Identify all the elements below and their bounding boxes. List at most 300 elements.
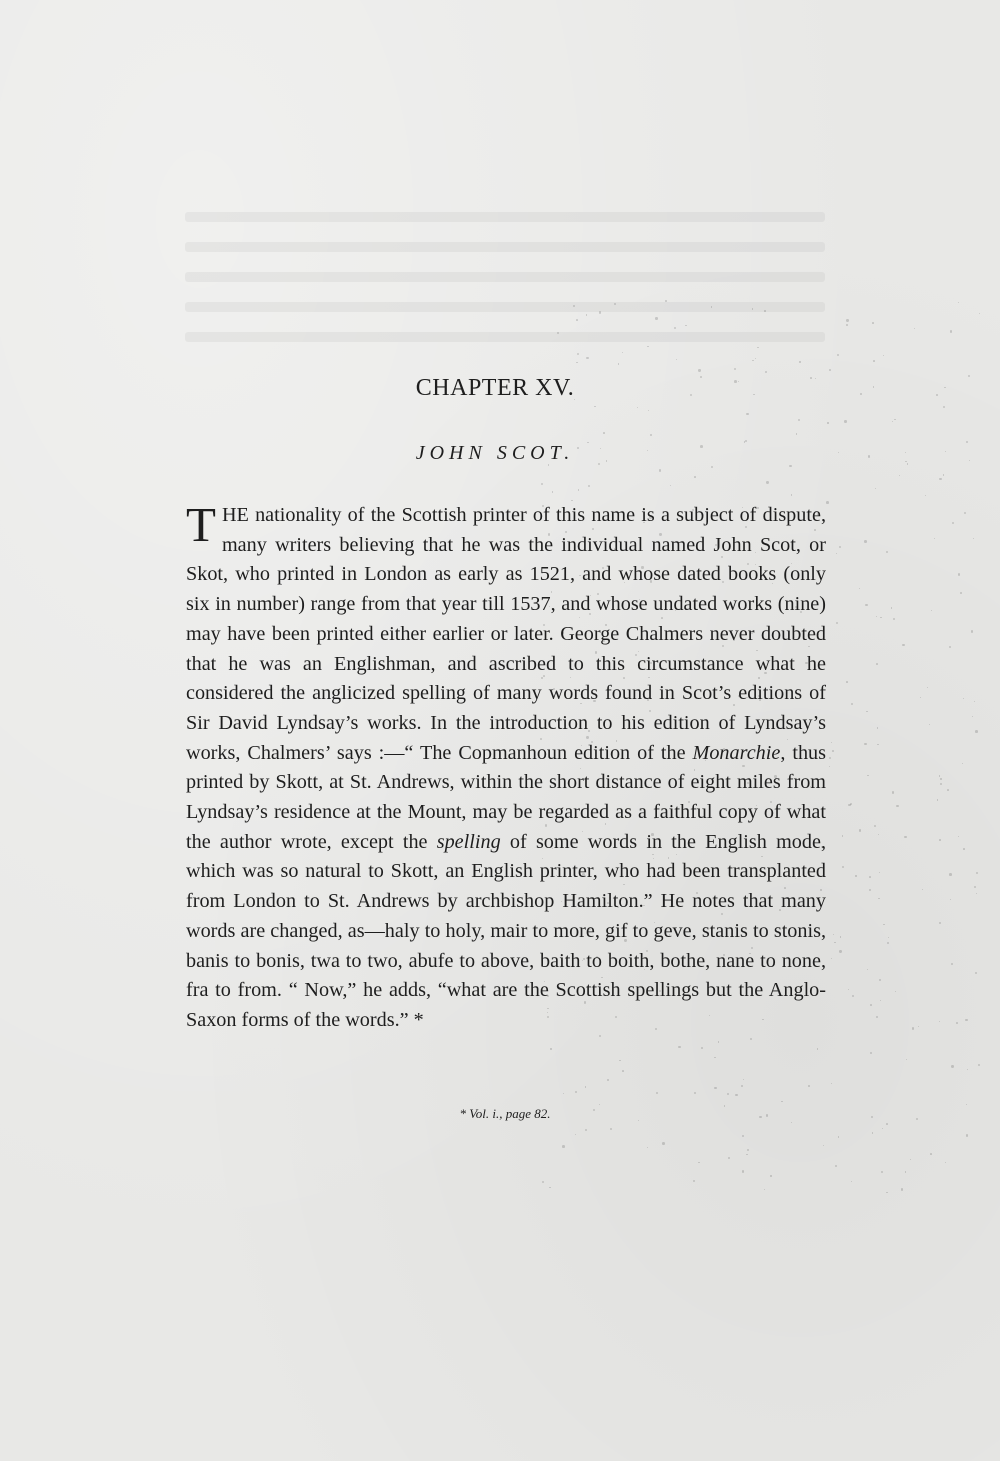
paper-speck	[647, 346, 649, 348]
paper-speck	[692, 509, 694, 511]
paper-speck	[653, 858, 654, 859]
paper-speck	[647, 1147, 648, 1148]
paper-speck	[976, 872, 978, 874]
paper-speck	[700, 376, 702, 378]
paper-speck	[834, 942, 836, 944]
section-title: JOHN SCOT.	[415, 442, 575, 464]
paper-speck	[547, 995, 549, 997]
paper-speck	[676, 359, 677, 360]
paper-speck	[599, 1104, 600, 1105]
paper-speck	[936, 394, 938, 396]
paper-speck	[939, 922, 941, 924]
show-through-line	[185, 332, 825, 342]
paper-speck	[738, 695, 739, 696]
italic-text-run: spelling	[436, 830, 501, 853]
paper-speck	[593, 700, 596, 703]
paper-speck	[886, 551, 888, 553]
paper-speck	[918, 1026, 919, 1027]
paper-speck	[852, 995, 854, 997]
paper-speck	[951, 963, 954, 966]
show-through-line	[185, 212, 825, 222]
paper-speck	[597, 593, 599, 595]
paper-speck	[844, 420, 846, 422]
paper-speck	[971, 630, 973, 632]
paper-speck	[950, 899, 951, 900]
show-through-line	[185, 242, 825, 252]
text-run: , thus printed by Skott, at St. Andrews, within the short distance of eight miles from Lyndsay’s residence at the Mount, may be regarded as a faithful copy of what the author wrote, except the	[186, 741, 827, 853]
paper-speck	[829, 757, 831, 759]
paper-speck	[605, 624, 606, 625]
paper-speck	[939, 839, 941, 841]
paper-speck	[586, 736, 588, 738]
paper-speck	[714, 1057, 715, 1058]
paper-speck	[826, 501, 829, 504]
paper-speck	[781, 1101, 783, 1103]
paper-speck	[694, 1092, 696, 1094]
paper-speck	[607, 902, 609, 904]
paper-speck	[541, 483, 543, 485]
paper-speck	[870, 1004, 872, 1006]
paper-speck	[934, 538, 935, 539]
paper-speck	[761, 869, 762, 870]
paper-speck	[585, 1086, 586, 1087]
paper-speck	[746, 413, 748, 415]
paper-speck	[880, 1000, 881, 1001]
paper-speck	[846, 319, 848, 321]
paper-speck	[746, 1154, 748, 1156]
footnote: * Vol. i., page 82.	[459, 1106, 551, 1121]
paper-speck	[837, 354, 839, 356]
paper-speck	[966, 1134, 968, 1136]
paper-speck	[551, 591, 553, 593]
paper-speck	[718, 1041, 720, 1043]
paper-speck	[575, 1134, 576, 1135]
paper-speck	[759, 699, 761, 701]
paragraph-text	[186, 497, 827, 1031]
paper-speck	[624, 939, 626, 941]
body-paragraph	[186, 497, 827, 1036]
text-run: HE nationality of the Scottish printer of this name is a subject of dispute, many writers believing that he was the individual named John Scot, or Skot, who printed in London as early as 1521, and whose dated books (only six in number) range from that year till 1537, and whose undated works (nine) may have been printed either earlier or later. George Chalmers never doubted that he was an Englishman, and ascribed to this circumstance what he considered the anglicized spelling of many words found in Scot’s editions of Sir David Lyndsay’s works. In the introduction to his edition of Lyndsay’s works, Chalmers’ says :—“ The Copmanhoun edition of the	[186, 504, 826, 764]
paper-speck	[607, 1079, 609, 1081]
paper-speck	[665, 300, 667, 302]
paper-speck	[798, 419, 800, 421]
paper-speck	[688, 801, 690, 803]
chapter-title: CHAPTER XV.	[415, 375, 575, 401]
paper-speck	[943, 474, 944, 475]
paper-speck	[747, 1149, 749, 1151]
paper-speck	[575, 1091, 577, 1093]
paper-speck	[659, 533, 661, 535]
paper-speck	[601, 977, 603, 979]
paper-speck	[541, 677, 542, 678]
paper-speck	[540, 738, 542, 740]
paper-speck	[670, 485, 671, 486]
paper-speck	[905, 461, 907, 463]
paper-speck	[840, 936, 841, 937]
paper-speck	[817, 1048, 819, 1050]
paper-speck	[758, 677, 759, 678]
paper-speck	[654, 818, 656, 820]
paper-speck	[755, 358, 757, 360]
paper-speck	[791, 494, 793, 496]
paper-speck	[974, 701, 975, 702]
paper-speck	[755, 552, 756, 553]
paper-speck	[574, 399, 575, 400]
paper-speck	[960, 592, 962, 594]
show-through-line	[185, 272, 825, 282]
paper-speck	[654, 922, 655, 923]
paper-speck	[877, 744, 878, 745]
paper-speck	[821, 846, 823, 848]
paper-speck	[930, 1153, 932, 1155]
paper-speck	[873, 360, 875, 362]
paper-speck	[925, 495, 926, 496]
paper-speck	[787, 739, 788, 740]
drop-cap: T	[186, 497, 216, 552]
paper-speck	[965, 1019, 967, 1021]
paper-speck	[962, 763, 963, 764]
paper-speck	[859, 829, 862, 832]
paper-speck	[817, 634, 818, 635]
paper-speck	[647, 450, 648, 451]
paper-speck	[964, 512, 966, 514]
paper-speck	[750, 1038, 752, 1040]
paper-speck	[829, 369, 831, 371]
paper-speck	[678, 1046, 681, 1049]
paper-speck	[835, 1165, 837, 1167]
paper-speck	[641, 566, 643, 568]
paper-speck	[595, 651, 597, 653]
paper-speck	[870, 1052, 872, 1054]
paper-speck	[715, 544, 717, 546]
paper-speck	[860, 393, 862, 395]
paper-speck	[892, 791, 894, 793]
paper-speck	[723, 954, 725, 956]
paper-speck	[565, 531, 567, 533]
paper-speck	[700, 445, 703, 448]
paper-speck	[872, 322, 874, 324]
paper-speck	[752, 360, 753, 361]
paper-speck	[583, 958, 584, 959]
paper-speck	[827, 422, 828, 423]
paper-speck	[887, 942, 889, 944]
paper-speck	[973, 538, 974, 539]
paper-speck	[646, 950, 648, 952]
paper-speck	[882, 1128, 883, 1129]
paper-speck	[914, 328, 915, 329]
paper-speck	[770, 1175, 771, 1176]
paper-speck	[904, 836, 906, 838]
paper-speck	[945, 1162, 946, 1163]
paper-speck	[922, 889, 923, 890]
paper-speck	[831, 1083, 832, 1084]
paper-speck	[562, 1145, 565, 1148]
paper-speck	[650, 662, 652, 664]
paper-speck	[869, 876, 871, 878]
paper-speck	[901, 1188, 903, 1190]
paper-speck	[603, 432, 605, 434]
paper-speck	[571, 500, 572, 501]
paper-speck	[693, 1180, 695, 1182]
paper-speck	[614, 303, 616, 305]
paper-speck	[846, 681, 848, 683]
paper-speck	[749, 953, 750, 954]
paper-speck	[879, 979, 881, 981]
paper-speck	[588, 730, 590, 732]
paper-speck	[618, 363, 619, 364]
paper-speck	[711, 306, 712, 307]
paper-speck	[741, 1085, 743, 1087]
paper-speck	[867, 969, 868, 970]
paper-speck	[756, 805, 757, 806]
paper-speck	[943, 406, 945, 408]
paper-speck	[912, 1027, 914, 1029]
paper-speck	[543, 624, 545, 626]
paper-speck	[765, 371, 767, 373]
paper-speck	[799, 361, 800, 362]
paper-speck	[637, 407, 638, 408]
paper-speck	[711, 466, 713, 468]
paper-speck	[576, 362, 577, 363]
paper-speck	[743, 1079, 744, 1080]
paper-speck	[872, 1132, 874, 1134]
paper-speck	[622, 352, 623, 353]
paper-speck	[879, 872, 880, 873]
paper-speck	[978, 1064, 980, 1066]
paper-speck	[874, 825, 876, 827]
paper-speck	[939, 775, 941, 777]
paper-speck	[761, 856, 762, 857]
paper-speck	[649, 516, 652, 519]
paper-speck	[949, 646, 951, 648]
paper-speck	[975, 972, 977, 974]
paper-speck	[552, 491, 553, 492]
show-through-line	[185, 302, 825, 312]
paper-speck	[939, 478, 941, 480]
paper-speck	[709, 1015, 710, 1016]
paper-speck	[838, 1136, 839, 1137]
paper-speck	[610, 1128, 612, 1130]
paper-speck	[905, 1171, 906, 1172]
paper-speck	[859, 588, 860, 589]
paper-speck	[648, 410, 650, 412]
paper-speck	[975, 730, 978, 733]
paper-speck	[886, 1123, 888, 1125]
paper-speck	[599, 311, 601, 313]
paper-speck	[888, 937, 889, 938]
paper-speck	[796, 433, 798, 435]
paper-speck	[810, 377, 812, 379]
paper-speck	[865, 604, 867, 606]
paper-speck	[839, 950, 841, 952]
paper-speck	[647, 699, 649, 701]
paper-speck	[622, 1070, 624, 1072]
paper-speck	[727, 1093, 729, 1095]
paper-speck	[910, 1159, 912, 1161]
paper-speck	[820, 889, 821, 890]
paper-speck	[976, 893, 977, 894]
paper-speck	[659, 469, 661, 471]
paper-speck	[808, 646, 809, 647]
paper-speck	[931, 610, 932, 611]
paper-speck	[728, 1157, 730, 1159]
paper-speck	[868, 455, 870, 457]
paper-speck	[864, 540, 867, 543]
paper-speck	[779, 909, 781, 911]
paper-speck	[881, 1171, 883, 1173]
paper-speck	[893, 618, 895, 620]
paper-speck	[800, 611, 802, 613]
paper-speck	[756, 650, 758, 652]
paper-speck	[577, 353, 579, 355]
italic-text-run: Monarchie	[692, 741, 781, 764]
paper-speck	[594, 406, 595, 407]
paper-speck	[877, 727, 879, 729]
paper-speck	[902, 644, 904, 646]
paper-speck	[603, 519, 605, 521]
paper-speck	[550, 1048, 551, 1049]
paper-speck	[791, 1122, 792, 1123]
paper-speck	[774, 775, 777, 778]
paper-speck	[643, 905, 644, 906]
paper-speck	[878, 834, 879, 835]
paper-speck	[808, 1085, 810, 1087]
paper-speck	[781, 597, 782, 598]
paper-speck	[577, 447, 579, 449]
paper-speck	[876, 616, 877, 617]
paper-speck	[940, 778, 941, 779]
paper-speck	[656, 1092, 658, 1094]
paper-speck	[723, 748, 725, 750]
paper-speck	[757, 507, 759, 509]
paper-speck	[873, 386, 875, 388]
paper-speck	[876, 1016, 878, 1018]
paper-speck	[864, 743, 867, 746]
paper-speck	[836, 553, 837, 554]
paper-speck	[979, 313, 980, 314]
paper-speck	[817, 513, 819, 515]
paper-speck	[757, 347, 758, 348]
paper-speck	[701, 1047, 703, 1049]
paper-speck	[662, 1142, 665, 1145]
paper-speck	[899, 475, 900, 476]
paper-speck	[883, 924, 884, 925]
paper-speck	[851, 1181, 852, 1182]
paper-speck	[542, 1181, 544, 1183]
paper-speck	[920, 697, 921, 698]
paper-speck	[745, 440, 747, 442]
paper-speck	[599, 1035, 601, 1037]
paper-speck	[586, 357, 588, 359]
paper-speck	[939, 1021, 940, 1022]
paper-speck	[927, 687, 928, 688]
paper-speck	[883, 355, 884, 356]
paper-speck	[972, 716, 973, 717]
text-run: of some words in the English mode, which was so natural to Skott, an English printer, who had been transplanted from London to St. Andrews by archbishop Hamilton.” He notes that many words are changed, as—haly to holy, mair to more, gif to geve, stanis to stonis, banis to bonis, twa to two, abufe to above, baith to boith, bothe, nane to none, fra to from. “ Now,” he adds, “what are the Scottish spellings but the Anglo-Saxon forms of the words.” *	[186, 830, 826, 1031]
paper-speck	[674, 327, 676, 329]
paper-speck	[742, 1135, 744, 1137]
paper-speck	[789, 465, 791, 467]
paper-speck	[836, 622, 838, 624]
paper-speck	[823, 1145, 824, 1146]
paper-speck	[892, 421, 893, 422]
paper-speck	[875, 488, 877, 490]
paper-speck	[549, 1187, 551, 1189]
paper-speck	[947, 789, 949, 791]
paper-speck	[895, 991, 896, 992]
paper-speck	[685, 325, 686, 326]
paper-speck	[648, 677, 649, 678]
paper-speck	[651, 833, 654, 836]
paper-speck	[966, 441, 968, 443]
paper-speck	[952, 522, 954, 524]
paper-speck	[894, 419, 896, 421]
paper-speck	[764, 1189, 765, 1190]
paper-speck	[896, 805, 899, 808]
paper-speck	[848, 804, 850, 806]
paper-speck	[542, 858, 543, 859]
paper-speck	[855, 875, 856, 876]
paper-speck	[799, 990, 801, 992]
paper-speck	[585, 1129, 587, 1131]
paper-speck	[831, 958, 832, 959]
paper-speck	[650, 434, 652, 436]
paper-speck	[842, 866, 844, 868]
paper-speck	[886, 1192, 887, 1193]
paper-speck	[791, 563, 792, 564]
paper-speck	[833, 934, 834, 935]
paper-speck	[951, 1065, 953, 1067]
paper-speck	[586, 314, 587, 315]
paper-speck	[784, 887, 786, 889]
paper-speck	[891, 607, 893, 609]
paper-speck	[963, 848, 965, 850]
paper-speck	[588, 485, 590, 487]
paper-speck	[846, 324, 848, 326]
paper-speck	[956, 1022, 958, 1024]
paper-speck	[906, 1059, 907, 1060]
paper-speck	[867, 775, 869, 777]
paper-speck	[880, 617, 882, 619]
paper-speck	[963, 698, 964, 699]
paper-speck	[832, 750, 834, 752]
paper-speck	[871, 1116, 873, 1118]
paper-speck	[869, 889, 871, 891]
paper-speck	[848, 989, 849, 990]
paper-speck	[542, 505, 545, 508]
paper-speck	[764, 310, 766, 312]
paper-speck	[958, 836, 959, 837]
paper-speck	[842, 835, 843, 836]
paper-speck	[582, 873, 585, 876]
paper-speck	[733, 704, 735, 706]
paper-speck	[949, 873, 952, 876]
paper-speck	[851, 703, 853, 705]
paper-speck	[766, 481, 768, 483]
paper-speck	[591, 741, 593, 743]
paper-speck	[553, 783, 554, 784]
paper-speck	[576, 319, 578, 321]
paper-speck	[661, 617, 663, 619]
paper-speck	[876, 663, 878, 665]
paper-speck	[578, 489, 579, 490]
paper-speck	[958, 302, 960, 304]
paper-speck	[619, 1060, 620, 1061]
paper-speck	[734, 380, 737, 383]
paper-speck	[937, 799, 939, 801]
paper-speck	[714, 1087, 716, 1089]
paper-speck	[958, 573, 960, 575]
